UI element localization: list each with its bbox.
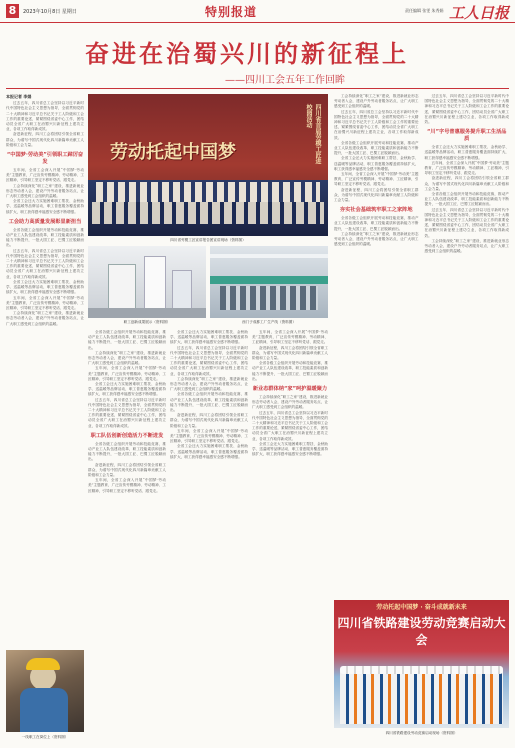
issue-date: 2023年10月8日 星期日: [23, 9, 77, 15]
paragraph: 五年间，全省工会深入开展“中国梦·劳动美”主题教育，广泛宣传劳模精神、劳动精神、工匠精神，引导职工坚定不移听党话、跟党走。: [334, 172, 419, 187]
subhead: “川”字号普惠服务提升职工生活品质: [427, 129, 507, 143]
paragraph: 工会持续深化“职工之家”建设，推进新就业形态劳动者入会，建设户外劳动者服务站点，让广大职工感受到工会组织的温暖。: [88, 350, 166, 366]
article-column-2: [88, 330, 166, 678]
worker-caption: 一线职工在岗位上（资料图）: [21, 735, 69, 739]
paragraph: 奋进新征程，四川工会将团结引领全省职工群众，为谱写中国式现代化四川新篇章贡献工人阶级和工会力量。: [252, 345, 328, 361]
paragraph: 过去五年，四川省总工会坚持以习近平新时代中国特色社会主义思想为指导，全面贯彻党的二十大精神和习近平总书记关于工人阶级和工会工作的重要论述，紧紧围绕省委中心工作，团结动员全省广大职工在治蜀兴川新征程上建功立业，各项工作取得新成效。: [170, 345, 248, 376]
paragraph: 全省各级工会组织开展劳动和技能竞赛，推动产业工人队伍建设改革，职工技能素质和创新能力不断提升，一批大国工匠、巴蜀工匠脱颖而出。: [334, 216, 419, 231]
factory-photo: [210, 246, 328, 318]
headline: 奋进在治蜀兴川的新征程上: [85, 40, 409, 68]
factory-caption: 西门子成都工厂生产线（资料图）: [242, 320, 296, 324]
paragraph: 全省工会还大力实施困难职工帮扶、金秋助学、送温暖等品牌活动，职工普惠服务覆盖面持续扩大，职工获得感幸福感安全感不断增强。: [170, 444, 248, 459]
headline-rule: [6, 88, 509, 89]
banner-side-text: 四川省首届劳模工匠进校园活动: [305, 104, 321, 164]
paragraph: 五年间，全省工会深入开展“中国梦·劳动美”主题教育，广泛宣传劳模精神、劳动精神、工匠精神，引导职工坚定不移听党话、跟党走。: [170, 428, 248, 444]
paragraph: 全省各级工会组织开展劳动和技能竞赛，推动产业工人队伍建设改革，职工技能素质和创新能力不断提升，一批大国工匠、巴蜀工匠脱颖而出。: [170, 392, 248, 413]
paragraph: 全省工会还大力实施困难职工帮扶、金秋助学、送温暖等品牌活动，职工普惠服务覆盖面持续扩大，职工获得感幸福感安全感不断增强。: [170, 330, 248, 345]
paragraph: 五年间，全省工会深入开展“中国梦·劳动美”主题教育，广泛宣传劳模精神、劳动精神、工匠精神，引导职工坚定不移听党话、跟党走。: [252, 330, 328, 345]
article-column-3: [170, 330, 248, 678]
railway-caption: 四川省铁路建设劳动竞赛启动现场（资料图）: [385, 731, 458, 735]
section-title: 特别报道: [205, 5, 258, 19]
paragraph: 全省各级工会组织开展劳动和技能竞赛，推动产业工人队伍建设改革，职工技能素质和创新能力不断提升，一批大国工匠、巴蜀工匠脱颖而出。: [6, 227, 84, 248]
paragraph: 过去五年，四川省总工会坚持以习近平新时代中国特色社会主义思想为指导，全面贯彻党的二十大精神和习近平总书记关于工人阶级和工会工作的重要论述，紧紧围绕省委中心工作，团结动员全省广大职工在治蜀兴川新征程上建功立业，各项工作取得新成效。: [252, 410, 328, 441]
editor-credit: 责任编辑 张雯 朱秀娟: [405, 8, 444, 13]
paragraph: 全省工会还大力实施困难职工帮扶、金秋助学、送温暖等品牌活动，职工普惠服务覆盖面持续扩大，职工获得感幸福感安全感不断增强。: [6, 279, 84, 295]
byline: 本报记者 李娟: [6, 94, 32, 99]
paragraph: 五年间，全省工会深入开展“中国梦·劳动美”主题教育，广泛宣传劳模精神、劳动精神、工匠精神，引导职工坚定不移听党话、跟党走。: [6, 295, 84, 310]
paragraph: 过去五年，四川省总工会坚持以习近平新时代中国特色社会主义思想为指导，全面贯彻党的二十大精神和习近平总书记关于工人阶级和工会工作的重要论述，紧紧围绕省委中心工作，团结动员全省广大职工在治蜀兴川新征程上建功立业，各项工作取得新成效。: [6, 248, 84, 279]
paragraph: 全省工会还大力实施困难职工帮扶、金秋助学、送温暖等品牌活动，职工普惠服务覆盖面持续扩大，职工获得感幸福感安全感不断增强。: [6, 199, 84, 214]
paragraph: 全省工会还大力实施困难职工帮扶、金秋助学、送温暖等品牌活动，职工普惠服务覆盖面持续扩大，职工获得感幸福感安全感不断增强。: [252, 441, 328, 457]
subhead: “中国梦·劳动美”引领职工踔厉奋发: [6, 152, 84, 166]
banner-event-title: 四川省铁路建设劳动竞赛启动大会: [337, 616, 506, 647]
paragraph: 工会持续深化“职工之家”建设，推进新就业形态劳动者入会，建设户外劳动者服务站点，让广大职工感受到工会组织的温暖。: [6, 183, 84, 199]
railway-event-photo: [334, 600, 509, 728]
masthead-logo: 工人日报: [448, 4, 509, 22]
robot-caption: 职工创新成果展示（资料图）: [123, 320, 171, 324]
robot-photo: [88, 246, 206, 318]
page-number: 8: [6, 4, 19, 18]
paragraph: 奋进新征程，四川工会将团结引领全省职工群众，为谱写中国式现代化四川新篇章贡献工人阶级和工会力量。: [334, 187, 419, 203]
article-column-1: [6, 94, 84, 646]
paragraph: 全省工会还大力实施困难职工帮扶、金秋助学、送温暖等品牌活动，职工普惠服务覆盖面持续扩大，职工获得感幸福感安全感不断增强。: [424, 145, 509, 160]
paragraph: 全省各级工会组织开展劳动和技能竞赛，推动产业工人队伍建设改革，职工技能素质和创新能力不断提升，一批大国工匠、巴蜀工匠脱颖而出。: [88, 441, 166, 462]
article-column-right: [334, 94, 509, 590]
paragraph: 全省各级工会组织开展劳动和技能竞赛，推动产业工人队伍建设改革，职工技能素质和创新能力不断提升，一批大国工匠、巴蜀工匠脱颖而出。: [252, 361, 328, 381]
paragraph: 五年间，全省工会深入开展“中国梦·劳动美”主题教育，广泛宣传劳模精神、劳动精神、工匠精神，引导职工坚定不移听党话、跟党走。: [88, 366, 166, 381]
paragraph: 过去五年，四川省总工会坚持以习近平新时代中国特色社会主义思想为指导，全面贯彻党的二十大精神和习近平总书记关于工人阶级和工会工作的重要论述，紧紧围绕省委中心工作，团结动员全省广大职工在治蜀兴川新征程上建功立业，各项工作取得新成效。: [6, 101, 84, 132]
paragraph: 过去五年，四川省总工会坚持以习近平新时代中国特色社会主义思想为指导，全面贯彻党的二十大精神和习近平总书记关于工人阶级和工会工作的重要论述，紧紧围绕省委中心工作，团结动员全省广大职工在治蜀兴川新征程上建功立业，各项工作取得新成效。: [424, 94, 509, 125]
page-header: [0, 0, 515, 23]
worker-photo: [6, 650, 84, 732]
paragraph: 奋进新征程，四川工会将团结引领全省职工群众，为谱写中国式现代化四川新篇章贡献工人阶级和工会力量。: [88, 462, 166, 478]
subhead: 工会助力高质量发展彰显新担当: [8, 218, 82, 225]
paragraph: 全省各级工会组织开展劳动和技能竞赛，推动产业工人队伍建设改革，职工技能素质和创新能力不断提升，一批大国工匠、巴蜀工匠脱颖而出。: [334, 140, 419, 156]
paragraph: 五年间，全省工会深入开展“中国梦·劳动美”主题教育，广泛宣传劳模精神、劳动精神、工匠精神，引导职工坚定不移听党话、跟党走。: [6, 168, 84, 183]
paragraph: 工会持续深化“职工之家”建设，推进新就业形态劳动者入会，建设户外劳动者服务站点，让广大职工感受到工会组织的温暖。: [334, 94, 419, 109]
paragraph: 工会持续深化“职工之家”建设，推进新就业形态劳动者入会，建设户外劳动者服务站点，让广大职工感受到工会组织的温暖。: [334, 231, 419, 247]
banner-top-slogan: 劳动托起中国梦 · 奋斗成就新未来: [376, 604, 467, 611]
subheadline: ——四川工会五年工作回眸: [225, 75, 345, 86]
paragraph: 过去五年，四川省总工会坚持以习近平新时代中国特色社会主义思想为指导，全面贯彻党的二十大精神和习近平总书记关于工人阶级和工会工作的重要论述，紧紧围绕省委中心工作，团结动员全省广大职工在治蜀兴川新征程上建功立业，各项工作取得新成效。: [424, 207, 509, 238]
paragraph: 奋进新征程，四川工会将团结引领全省职工群众，为谱写中国式现代化四川新篇章贡献工人阶级和工会力量。: [424, 176, 509, 191]
paragraph: 工会持续深化“职工之家”建设，推进新就业形态劳动者入会，建设户外劳动者服务站点，让广大职工感受到工会组织的温暖。: [252, 395, 328, 410]
paragraph: 全省各级工会组织开展劳动和技能竞赛，推动产业工人队伍建设改革，职工技能素质和创新能力不断提升，一批大国工匠、巴蜀工匠脱颖而出。: [88, 330, 166, 350]
paragraph: 过去五年，四川省总工会坚持以习近平新时代中国特色社会主义思想为指导，全面贯彻党的二十大精神和习近平总书记关于工人阶级和工会工作的重要论述，紧紧围绕省委中心工作，团结动员全省广大职工在治蜀兴川新征程上建功立业，各项工作取得新成效。: [88, 397, 166, 428]
subhead: 职工队伍创新创造活力不断迸发: [90, 432, 164, 439]
paragraph: 过去五年，四川省总工会坚持以习近平新时代中国特色社会主义思想为指导，全面贯彻党的二十大精神和习近平总书记关于工人阶级和工会工作的重要论述，紧紧围绕省委中心工作，团结动员全省广大职工在治蜀兴川新征程上建功立业，各项工作取得新成效。: [334, 109, 419, 140]
article-column-4: [252, 330, 328, 678]
paragraph: 工会持续深化“职工之家”建设，推进新就业形态劳动者入会，建设户外劳动者服务站点，让广大职工感受到工会组织的温暖。: [6, 311, 84, 326]
paragraph: 全省工会还大力实施困难职工帮扶、金秋助学、送温暖等品牌活动，职工普惠服务覆盖面持续扩大，职工获得感幸福感安全感不断增强。: [334, 156, 419, 171]
main-photo: [88, 94, 328, 236]
paragraph: 五年间，全省工会深入开展“中国梦·劳动美”主题教育，广泛宣传劳模精神、劳动精神、工匠精神，引导职工坚定不移听党话、跟党走。: [88, 478, 166, 493]
paragraph: 奋进新征程，四川工会将团结引领全省职工群众，为谱写中国式现代化四川新篇章贡献工人阶级和工会力量。: [170, 413, 248, 428]
subhead: 新业态群体纳“家”呵护温暖聚力: [252, 386, 328, 393]
subhead: 夯实社会基础筑牢职工之家阵地: [339, 207, 413, 214]
paragraph: 工会持续深化“职工之家”建设，推进新就业形态劳动者入会，建设户外劳动者服务站点，让广大职工感受到工会组织的温暖。: [424, 238, 509, 254]
paragraph: 全省各级工会组织开展劳动和技能竞赛，推动产业工人队伍建设改革，职工技能素质和创新能力不断提升，一批大国工匠、巴蜀工匠脱颖而出。: [424, 192, 509, 207]
paragraph: 五年间，全省工会深入开展“中国梦·劳动美”主题教育，广泛宣传劳模精神、劳动精神、工匠精神，引导职工坚定不移听党话、跟党走。: [424, 160, 509, 176]
paragraph: 奋进新征程，四川工会将团结引领全省职工群众，为谱写中国式现代化四川新篇章贡献工人阶级和工会力量。: [6, 132, 84, 147]
main-photo-caption: 四川省劳模工匠宣讲报告团宣讲现场（资料图）: [170, 238, 246, 242]
paragraph: 工会持续深化“职工之家”建设，推进新就业形态劳动者入会，建设户外劳动者服务站点，让广大职工感受到工会组织的温暖。: [170, 376, 248, 392]
banner-slogan: 劳动托起中国梦: [110, 142, 236, 163]
paragraph: 全省工会还大力实施困难职工帮扶、金秋助学、送温暖等品牌活动，职工普惠服务覆盖面持续扩大，职工获得感幸福感安全感不断增强。: [88, 382, 166, 397]
